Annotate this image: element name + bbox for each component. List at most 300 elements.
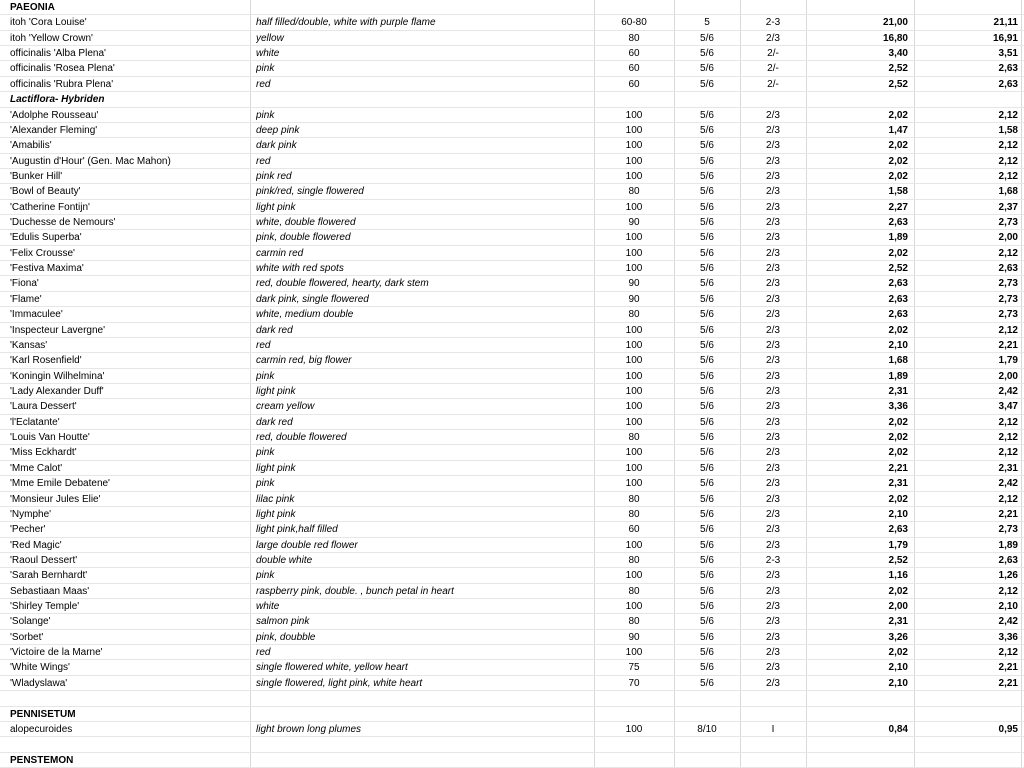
height-cell: 100 [625, 570, 643, 582]
table-row [0, 261, 1024, 276]
height-cell: 80 [628, 554, 640, 566]
table-row [0, 522, 1024, 537]
height-cell: 100 [625, 232, 643, 244]
description-cell: white [256, 601, 280, 613]
table-row [0, 492, 1024, 507]
price-cell: 2,31 [888, 616, 908, 628]
size-cell: 5/6 [700, 601, 714, 613]
price-cell: 2,42 [998, 386, 1018, 397]
pot-cell: 2/3 [766, 508, 780, 520]
price-cell: 2,73 [998, 217, 1018, 229]
price-cell: 2,63 [888, 309, 908, 321]
height-cell: 80 [628, 493, 640, 505]
price-cell: 2,02 [888, 247, 908, 259]
pot-cell: 2/3 [766, 386, 780, 397]
table-row [0, 353, 1024, 368]
price-cell: 2,12 [998, 493, 1018, 505]
price-cell: 2,12 [998, 170, 1018, 182]
section-header: PENNISETUM [10, 708, 76, 720]
plant-name-cell: officinalis 'Rosea Plena' [10, 63, 115, 75]
table-row [0, 138, 1024, 153]
size-cell: 5/6 [700, 170, 714, 182]
pot-cell: 2/- [767, 48, 779, 60]
plant-name-cell: 'Monsieur Jules Elie' [10, 493, 101, 505]
section-header: PENSTEMON [10, 754, 74, 766]
table-row [0, 31, 1024, 46]
table-row [0, 246, 1024, 261]
height-cell: 60 [628, 48, 640, 60]
price-cell: 2,10 [888, 339, 908, 351]
price-cell: 2,52 [888, 63, 908, 75]
pot-cell: 2/3 [766, 32, 780, 44]
plant-name-cell: 'Edulis Superba' [10, 232, 82, 244]
plant-name-cell: 'Red Magic' [10, 539, 62, 551]
plant-name-cell: 'Louis Van Houtte' [10, 432, 90, 444]
plant-name-cell: 'Koningin Wilhelmina' [10, 370, 105, 382]
price-cell: 2,12 [998, 432, 1018, 444]
price-cell: 1,26 [998, 570, 1018, 582]
size-cell: 5/6 [700, 462, 714, 474]
height-cell: 100 [625, 401, 643, 413]
price-cell: 2,02 [888, 324, 908, 336]
description-cell: salmon pink [256, 616, 310, 628]
price-cell: 2,21 [888, 462, 908, 474]
height-cell: 100 [625, 263, 643, 275]
height-cell: 100 [625, 109, 643, 121]
height-cell: 70 [628, 677, 640, 689]
pot-cell: 2/3 [766, 478, 780, 490]
plant-name-cell: 'Sarah Bernhardt' [10, 570, 88, 582]
table-row [0, 599, 1024, 614]
pot-cell: 2/3 [766, 324, 780, 336]
pot-cell: 2-3 [765, 17, 781, 29]
price-cell: 1,58 [998, 124, 1018, 136]
pot-cell: 2/3 [766, 355, 780, 367]
table-row [0, 307, 1024, 322]
pot-cell: 2/3 [766, 247, 780, 259]
description-cell: pink [256, 478, 275, 490]
pot-cell: 2/3 [766, 140, 780, 152]
plant-name-cell: 'Shirley Temple' [10, 601, 80, 613]
table-row [0, 461, 1024, 476]
price-cell: 2,02 [888, 140, 908, 152]
pot-cell: 2/3 [766, 309, 780, 321]
size-cell: 5/6 [700, 570, 714, 582]
price-cell: 1,79 [888, 539, 908, 551]
size-cell: 5/6 [700, 493, 714, 505]
pot-cell: 2/3 [766, 539, 780, 551]
description-cell: pink [256, 447, 275, 459]
price-cell: 3,26 [888, 631, 908, 643]
plant-name-cell: officinalis 'Rubra Plena' [10, 78, 114, 90]
plant-name-cell: 'Lady Alexander Duff' [10, 386, 104, 397]
plant-name-cell: 'l'Eclatante' [10, 416, 60, 428]
description-cell: deep pink [256, 124, 300, 136]
plant-name-cell: 'Alexander Fleming' [10, 124, 98, 136]
size-cell: 5/6 [700, 48, 714, 60]
price-cell: 2,73 [998, 524, 1018, 536]
description-cell: single flowered, light pink, white heart [256, 677, 423, 689]
price-cell: 1,89 [888, 370, 908, 382]
price-cell: 2,02 [888, 647, 908, 659]
size-cell: 5/6 [700, 647, 714, 659]
description-cell: single flowered white, yellow heart [256, 662, 408, 674]
table-row [0, 215, 1024, 230]
plant-name-cell: 'White Wings' [10, 662, 70, 674]
size-cell: 5/6 [700, 508, 714, 520]
price-cell: 0,84 [888, 723, 908, 735]
description-cell: pink [256, 370, 275, 382]
description-cell: red, double flowered [256, 432, 347, 444]
price-cell: 1,58 [888, 186, 908, 198]
price-cell: 2,73 [998, 278, 1018, 290]
price-cell: 2,31 [888, 386, 908, 397]
price-cell: 2,73 [998, 309, 1018, 321]
price-cell: 2,63 [998, 263, 1018, 275]
plant-name-cell: 'Immaculee' [10, 309, 63, 321]
plant-name-cell: alopecuroides [10, 723, 73, 735]
description-cell: pink red [256, 170, 292, 182]
height-cell: 100 [625, 355, 643, 367]
pot-cell: 2/3 [766, 462, 780, 474]
plant-name-cell: 'Kansas' [10, 339, 48, 351]
plant-name-cell: 'Duchesse de Nemours' [10, 217, 116, 229]
table-row [0, 230, 1024, 245]
height-cell: 90 [628, 217, 640, 229]
size-cell: 5/6 [700, 278, 714, 290]
price-cell: 1,89 [998, 539, 1018, 551]
description-cell: light pink [256, 201, 296, 213]
pot-cell: 2/3 [766, 263, 780, 275]
height-cell: 60-80 [621, 17, 647, 29]
pot-cell: 2/3 [766, 278, 780, 290]
plant-name-cell: 'Flame' [10, 293, 42, 305]
pot-cell: 2/3 [766, 493, 780, 505]
description-cell: lilac pink [256, 493, 295, 505]
description-cell: carmin red, big flower [256, 355, 352, 367]
description-cell: red [256, 155, 271, 167]
height-cell: 100 [625, 155, 643, 167]
plant-name-cell: itoh 'Cora Louise' [10, 17, 87, 29]
plant-name-cell: 'Inspecteur Lavergne' [10, 324, 105, 336]
height-cell: 80 [628, 32, 640, 44]
pot-cell: 2/3 [766, 401, 780, 413]
plant-name-cell: 'Raoul Dessert' [10, 554, 78, 566]
price-cell: 2,27 [888, 201, 908, 213]
plant-name-cell: 'Pecher' [10, 524, 46, 536]
plant-name-cell: 'Augustin d'Hour' (Gen. Mac Mahon) [10, 155, 171, 167]
size-cell: 5/6 [700, 370, 714, 382]
price-cell: 2,52 [888, 554, 908, 566]
description-cell: cream yellow [256, 401, 315, 413]
size-cell: 5/6 [700, 293, 714, 305]
height-cell: 100 [625, 447, 643, 459]
table-row [0, 630, 1024, 645]
table-row [0, 369, 1024, 384]
description-cell: white, medium double [256, 309, 354, 321]
price-cell: 2,63 [888, 524, 908, 536]
price-cell: 2,63 [888, 217, 908, 229]
size-cell: 5/6 [700, 677, 714, 689]
table-row [0, 384, 1024, 399]
plant-name-cell: 'Victoire de la Marne' [10, 647, 103, 659]
table-row [0, 507, 1024, 522]
price-cell: 2,12 [998, 140, 1018, 152]
description-cell: dark red [256, 416, 293, 428]
plant-name-cell: 'Mme Emile Debatene' [10, 478, 110, 490]
price-cell: 2,21 [998, 677, 1018, 689]
price-cell: 1,89 [888, 232, 908, 244]
pot-cell: 2/3 [766, 601, 780, 613]
description-cell: white, double flowered [256, 217, 356, 229]
price-cell: 3,36 [998, 631, 1018, 643]
description-cell: pink/red, single flowered [256, 186, 364, 198]
price-cell: 2,12 [998, 324, 1018, 336]
size-cell: 5/6 [700, 217, 714, 229]
height-cell: 100 [625, 247, 643, 259]
size-cell: 5/6 [700, 32, 714, 44]
size-cell: 5/6 [700, 478, 714, 490]
price-cell: 2,12 [998, 155, 1018, 167]
pot-cell: 2/3 [766, 432, 780, 444]
description-cell: pink, double flowered [256, 232, 351, 244]
height-cell: 80 [628, 585, 640, 597]
description-cell: half filled/double, white with purple flame [256, 17, 436, 29]
plant-name-cell: 'Adolphe Rousseau' [10, 109, 99, 121]
description-cell: pink [256, 109, 275, 121]
pot-cell: 2-3 [765, 554, 781, 566]
size-cell: 5 [704, 17, 710, 29]
price-cell: 1,79 [998, 355, 1018, 367]
pot-cell: 2/3 [766, 631, 780, 643]
plant-name-cell: Sebastiaan Maas' [10, 585, 90, 597]
price-cell: 16,80 [882, 32, 908, 44]
price-cell: 2,02 [888, 170, 908, 182]
pot-cell: 2/3 [766, 370, 780, 382]
table-row [0, 399, 1024, 414]
pot-cell: 2/3 [766, 647, 780, 659]
height-cell: 60 [628, 63, 640, 75]
price-cell: 2,63 [888, 293, 908, 305]
price-cell: 2,21 [998, 662, 1018, 674]
plant-name-cell: 'Festiva Maxima' [10, 263, 84, 275]
table-row [0, 61, 1024, 76]
height-cell: 100 [625, 124, 643, 136]
height-cell: 100 [625, 324, 643, 336]
price-cell: 2,12 [998, 247, 1018, 259]
table-row [0, 645, 1024, 660]
price-cell: 21,00 [882, 17, 908, 29]
description-cell: light pink [256, 462, 296, 474]
size-cell: 5/6 [700, 63, 714, 75]
size-cell: 5/6 [700, 201, 714, 213]
table-row [0, 568, 1024, 583]
price-cell: 2,02 [888, 447, 908, 459]
price-cell: 2,10 [888, 662, 908, 674]
pot-cell: 2/3 [766, 416, 780, 428]
price-cell: 1,68 [998, 186, 1018, 198]
size-cell: 5/6 [700, 585, 714, 597]
plant-name-cell: 'Miss Eckhardt' [10, 447, 77, 459]
height-cell: 100 [625, 647, 643, 659]
pot-cell: 2/3 [766, 201, 780, 213]
pot-cell: 2/3 [766, 186, 780, 198]
description-cell: double white [256, 554, 313, 566]
size-cell: 5/6 [700, 539, 714, 551]
price-cell: 2,37 [998, 201, 1018, 213]
pot-cell: 2/- [767, 78, 779, 90]
price-cell: 1,47 [888, 124, 908, 136]
height-cell: 100 [625, 723, 643, 735]
description-cell: large double red flower [256, 539, 358, 551]
plant-name-cell: 'Bowl of Beauty' [10, 186, 81, 198]
pot-cell: 2/3 [766, 570, 780, 582]
price-cell: 2,63 [998, 78, 1018, 90]
table-row [0, 276, 1024, 291]
table-row [0, 77, 1024, 92]
table-row [0, 445, 1024, 460]
size-cell: 5/6 [700, 355, 714, 367]
price-cell: 2,12 [998, 647, 1018, 659]
price-cell: 2,42 [998, 616, 1018, 628]
description-cell: red [256, 647, 271, 659]
size-cell: 5/6 [700, 616, 714, 628]
plant-name-cell: 'Wladyslawa' [10, 677, 68, 689]
price-cell: 2,31 [888, 478, 908, 490]
price-cell: 21,11 [993, 17, 1018, 29]
size-cell: 5/6 [700, 447, 714, 459]
height-cell: 100 [625, 539, 643, 551]
price-cell: 2,10 [888, 508, 908, 520]
description-cell: red [256, 78, 271, 90]
table-row [0, 154, 1024, 169]
table-row [0, 200, 1024, 215]
size-cell: 5/6 [700, 186, 714, 198]
height-cell: 80 [628, 309, 640, 321]
height-cell: 100 [625, 201, 643, 213]
description-cell: pink [256, 570, 275, 582]
price-cell: 2,63 [888, 278, 908, 290]
size-cell: 5/6 [700, 339, 714, 351]
size-cell: 5/6 [700, 432, 714, 444]
price-cell: 2,00 [998, 232, 1018, 244]
size-cell: 5/6 [700, 247, 714, 259]
description-cell: light pink,half filled [256, 524, 338, 536]
subsection-header: Lactiflora- Hybriden [10, 94, 105, 106]
description-cell: white with red spots [256, 263, 344, 275]
price-cell: 1,68 [888, 355, 908, 367]
pot-cell: 2/- [767, 63, 779, 75]
description-cell: dark pink, single flowered [256, 293, 369, 305]
price-cell: 2,02 [888, 416, 908, 428]
plant-name-cell: 'Catherine Fontijn' [10, 201, 90, 213]
table-row [0, 722, 1024, 737]
price-cell: 2,12 [998, 416, 1018, 428]
table-row [0, 184, 1024, 199]
size-cell: 5/6 [700, 309, 714, 321]
description-cell: light pink [256, 386, 296, 397]
table-row [0, 476, 1024, 491]
price-cell: 2,52 [888, 263, 908, 275]
price-cell: 2,10 [888, 677, 908, 689]
price-cell: 2,02 [888, 493, 908, 505]
subsection-header-row [0, 92, 1024, 107]
size-cell: 5/6 [700, 662, 714, 674]
size-cell: 5/6 [700, 401, 714, 413]
table-row [0, 323, 1024, 338]
description-cell: dark red [256, 324, 293, 336]
table-row [0, 169, 1024, 184]
price-cell: 2,63 [998, 554, 1018, 566]
blank-row [0, 737, 1024, 752]
height-cell: 100 [625, 462, 643, 474]
plant-name-cell: 'Felix Crousse' [10, 247, 75, 259]
description-cell: dark pink [256, 140, 297, 152]
section-header: PAEONIA [10, 2, 55, 13]
height-cell: 90 [628, 278, 640, 290]
description-cell: yellow [256, 32, 284, 44]
plant-name-cell: 'Fiona' [10, 278, 39, 290]
table-row [0, 584, 1024, 599]
pot-cell: 2/3 [766, 524, 780, 536]
price-cell: 2,12 [998, 447, 1018, 459]
height-cell: 100 [625, 170, 643, 182]
height-cell: 75 [628, 662, 640, 674]
table-row [0, 614, 1024, 629]
pot-cell: 2/3 [766, 109, 780, 121]
price-cell: 0,95 [998, 723, 1018, 735]
size-cell: 5/6 [700, 524, 714, 536]
height-cell: 90 [628, 631, 640, 643]
pot-cell: 2/3 [766, 677, 780, 689]
price-cell: 2,02 [888, 585, 908, 597]
plant-name-cell: 'Mme Calot' [10, 462, 63, 474]
price-cell: 2,52 [888, 78, 908, 90]
pot-cell: 2/3 [766, 124, 780, 136]
pot-cell: 2/3 [766, 447, 780, 459]
table-row [0, 46, 1024, 61]
section-header-row [0, 0, 1024, 15]
price-cell: 2,31 [998, 462, 1018, 474]
size-cell: 5/6 [700, 140, 714, 152]
plant-name-cell: 'Bunker Hill' [10, 170, 63, 182]
table-row [0, 338, 1024, 353]
description-cell: white [256, 48, 280, 60]
blank-row [0, 691, 1024, 706]
pot-cell: 2/3 [766, 662, 780, 674]
size-cell: 5/6 [700, 416, 714, 428]
section-header-row [0, 753, 1024, 768]
price-cell: 2,00 [998, 370, 1018, 382]
height-cell: 100 [625, 140, 643, 152]
plant-name-cell: 'Solange' [10, 616, 51, 628]
price-cell: 2,00 [888, 601, 908, 613]
description-cell: red [256, 339, 271, 351]
price-cell: 2,02 [888, 109, 908, 121]
pot-cell: 2/3 [766, 170, 780, 182]
table-row [0, 123, 1024, 138]
price-cell: 2,21 [998, 508, 1018, 520]
description-cell: red, double flowered, hearty, dark stem [256, 278, 429, 290]
plant-name-cell: officinalis 'Alba Plena' [10, 48, 106, 60]
table-row [0, 15, 1024, 30]
table-row [0, 430, 1024, 445]
size-cell: 5/6 [700, 263, 714, 275]
plant-name-cell: 'Karl Rosenfield' [10, 355, 82, 367]
table-row [0, 292, 1024, 307]
height-cell: 80 [628, 508, 640, 520]
table-row [0, 676, 1024, 691]
